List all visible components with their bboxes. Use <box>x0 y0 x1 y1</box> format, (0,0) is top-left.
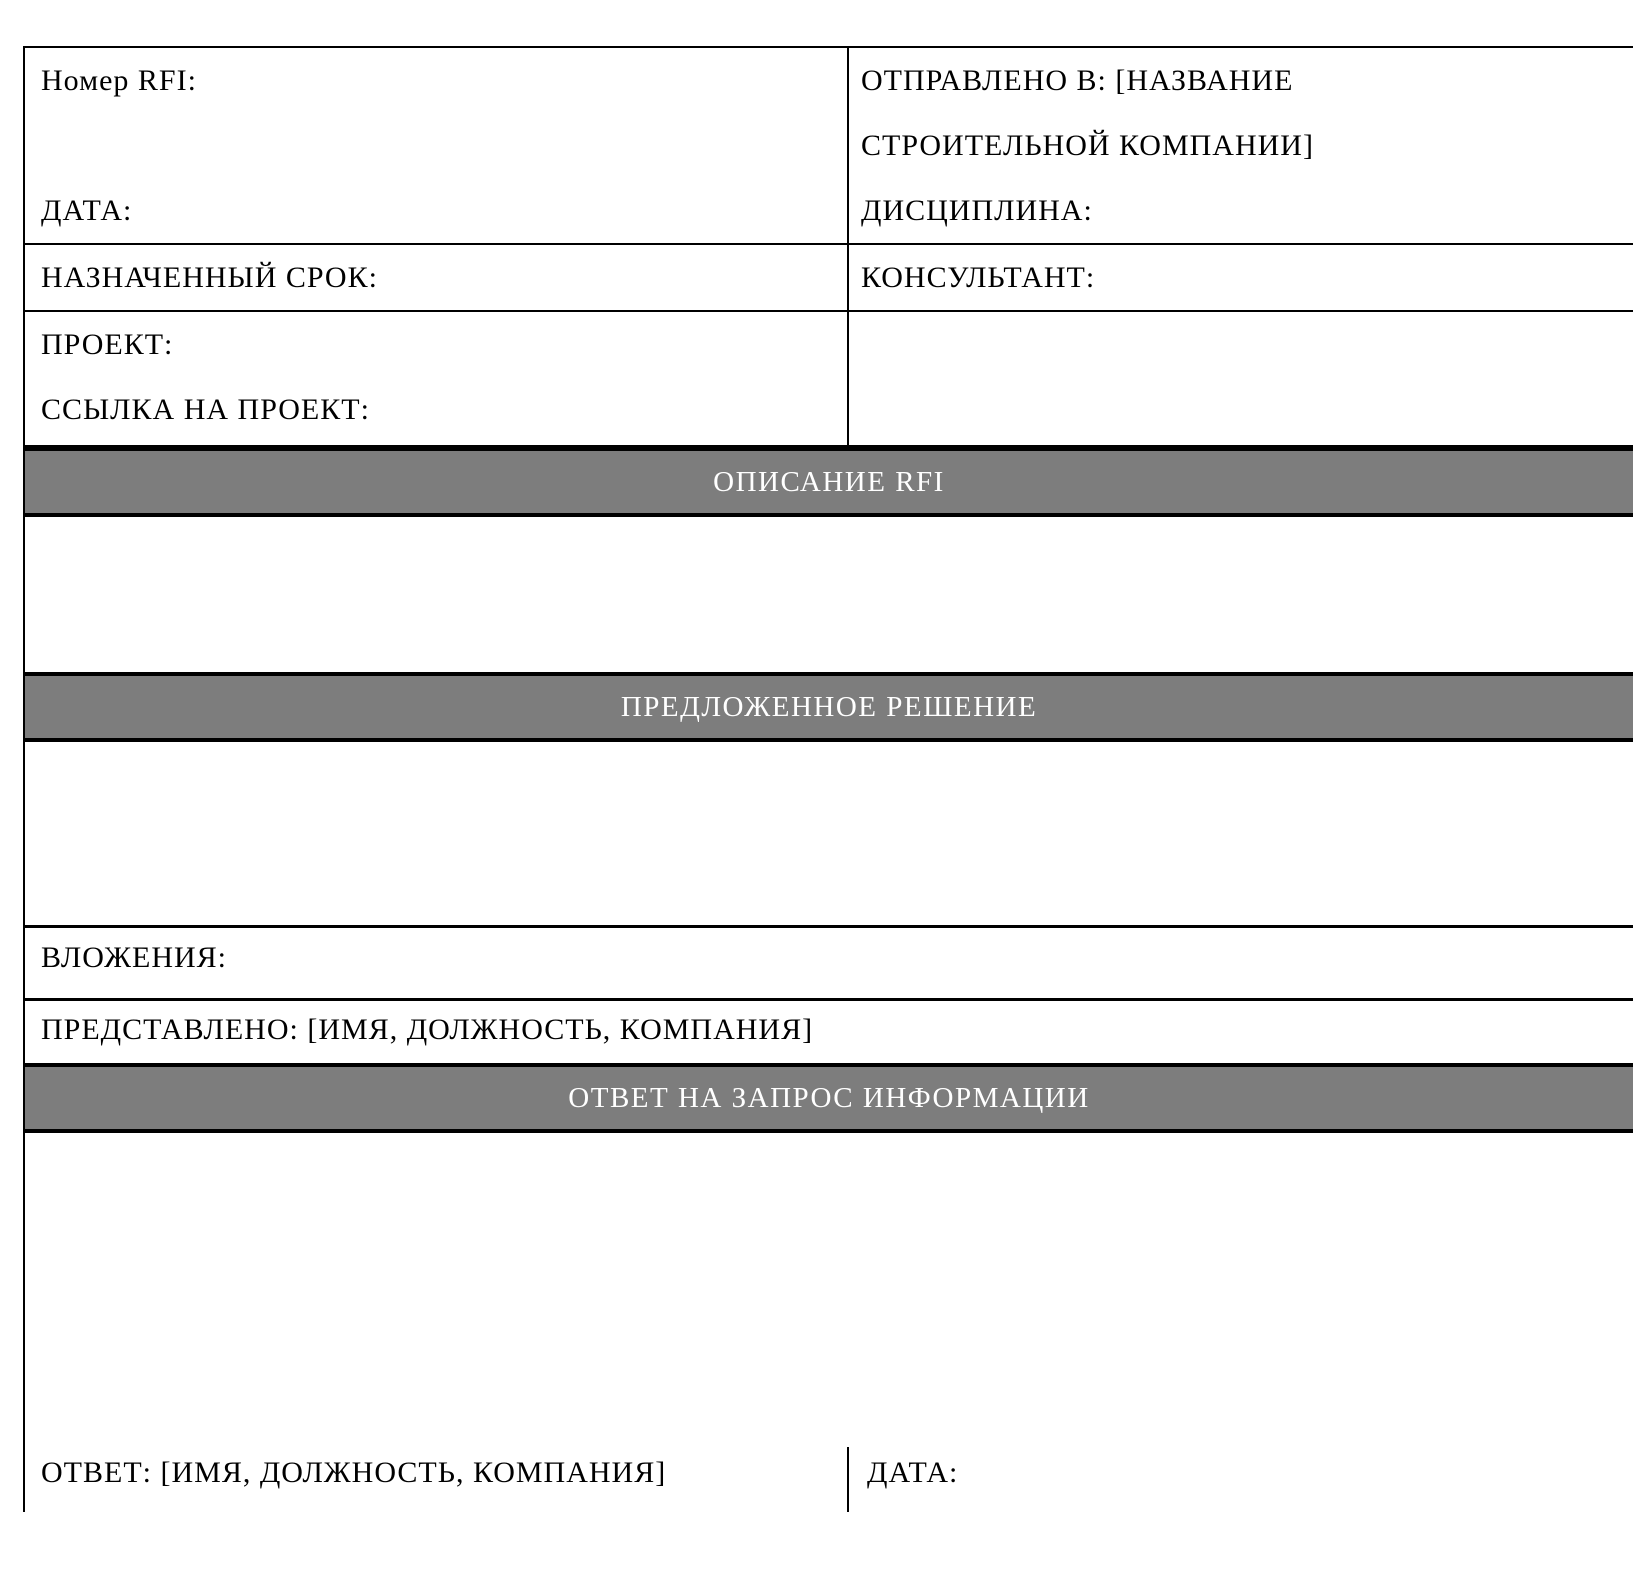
submitted-by-label: ПРЕДСТАВЛЕНО: [ИМЯ, ДОЛЖНОСТЬ, КОМПАНИЯ] <box>41 1013 814 1046</box>
section-header-proposed-solution <box>25 672 1633 742</box>
response-content-area <box>25 1133 1633 1447</box>
consultant-label: КОНСУЛЬТАНТ: <box>861 261 1096 294</box>
cell-sent-to-discipline <box>849 48 1633 243</box>
discipline-label: ДИСЦИПЛИНА: <box>861 194 1093 227</box>
rfi-number-label: Номер RFI: <box>41 64 197 97</box>
date-label: ДАТА: <box>41 194 133 227</box>
description-title: ОПИСАНИЕ RFI <box>713 465 945 498</box>
header-row-due-date <box>25 245 1633 312</box>
attachments-row <box>25 925 1633 1001</box>
attachments-label: ВЛОЖЕНИЯ: <box>41 941 228 974</box>
header-row-top <box>25 48 1633 245</box>
solution-content-area <box>25 742 1633 925</box>
answer-date-label: ДАТА: <box>867 1456 959 1489</box>
description-content-area <box>25 517 1633 672</box>
section-header-response <box>25 1063 1633 1133</box>
cell-empty <box>849 312 1633 445</box>
header-row-project <box>25 312 1633 447</box>
rfi-form-table <box>23 46 1633 1512</box>
sent-to-label: ОТПРАВЛЕНО В: [НАЗВАНИЕ СТРОИТЕЛЬНОЙ КОМПАНИИ] <box>861 64 1314 162</box>
cell-answer-date <box>849 1447 1633 1512</box>
cell-answer-by <box>25 1447 849 1512</box>
cell-project <box>25 312 849 445</box>
due-date-label: НАЗНАЧЕННЫЙ СРОК: <box>41 261 378 294</box>
cell-rfi-number-date <box>25 48 849 243</box>
submitted-by-row <box>25 1001 1633 1063</box>
cell-consultant <box>849 245 1633 310</box>
project-label: ПРОЕКТ: <box>41 328 174 361</box>
project-reference-label: ССЫЛКА НА ПРОЕКТ: <box>41 393 370 426</box>
cell-due-date <box>25 245 849 310</box>
answer-by-label: ОТВЕТ: [ИМЯ, ДОЛЖНОСТЬ, КОМПАНИЯ] <box>41 1456 667 1489</box>
response-title: ОТВЕТ НА ЗАПРОС ИНФОРМАЦИИ <box>568 1081 1090 1114</box>
answer-row <box>25 1447 1633 1512</box>
proposed-solution-title: ПРЕДЛОЖЕННОЕ РЕШЕНИЕ <box>620 690 1038 723</box>
section-header-description <box>25 447 1633 517</box>
